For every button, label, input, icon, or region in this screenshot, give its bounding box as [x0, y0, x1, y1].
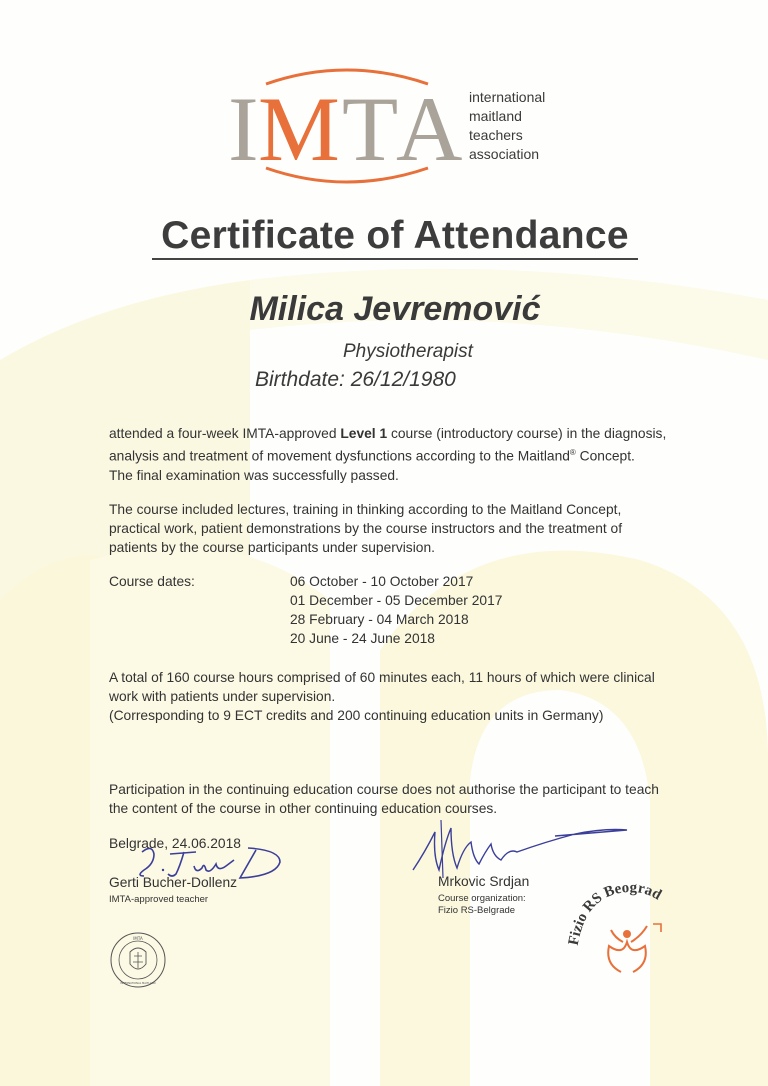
tagline-line-1: international — [469, 89, 546, 105]
course-date: 06 October - 10 October 2017 — [290, 574, 474, 589]
svg-text:T: T — [342, 78, 399, 180]
left-handwritten-signature — [130, 840, 290, 890]
course-level: Level 1 — [340, 426, 388, 441]
imta-logo-mark — [228, 62, 463, 188]
recipient-birthdate: Birthdate: 26/12/1980 — [255, 368, 456, 391]
left-signatory-name: Gerti Bucher-Dollenz — [109, 875, 238, 890]
attendance-line-2 — [109, 443, 709, 466]
hours-line-2: work with patients under supervision. — [109, 689, 336, 704]
svg-text:M: M — [258, 78, 340, 180]
text-segment: analysis and treatment of movement dysfunctions according to the Maitland — [109, 448, 570, 464]
imta-seal-stamp — [108, 930, 168, 990]
course-hours-paragraph — [109, 668, 709, 725]
left-signatory-role: IMTA-approved teacher — [109, 894, 209, 905]
attendance-line-3: The final examination was successfully passed. — [109, 467, 399, 483]
right-signatory-name: Mrkovic Srdjan — [438, 874, 530, 889]
place-and-date: Belgrade, 24.06.2018 — [109, 836, 241, 851]
hours-line-1: A total of 160 course hours comprised of 60 minutes each, 11 hours of which were clinical — [109, 670, 655, 685]
note-line-1: Participation in the continuing education course does not authorise the participant to teach — [109, 782, 659, 797]
svg-text:INTERNATIONAL MAITLAND: INTERNATIONAL MAITLAND — [120, 982, 156, 985]
svg-text:IMTA: IMTA — [133, 936, 143, 941]
svg-text:Fizio RS Beograd: Fizio RS Beograd — [565, 880, 665, 947]
text-segment: course (introductory course) in the diagnosis, — [387, 426, 667, 441]
certificate-title: Certificate of Attendance — [161, 214, 629, 257]
text-segment: Concept. — [575, 448, 635, 464]
imta-logo — [228, 62, 558, 188]
content-line-2: practical work, patient demonstrations by the course instructors and the treatment of — [109, 521, 623, 536]
text-segment: attended a four-week IMTA-approved — [109, 426, 341, 441]
logo-tagline — [469, 88, 545, 164]
recipient-name: Milica Jevremović — [249, 290, 541, 328]
tagline-line-2: maitland — [469, 108, 522, 124]
content-line-3: patients by the course participants under supervision. — [109, 540, 435, 555]
right-handwritten-signature — [405, 812, 635, 882]
note-line-2: the content of the course in other continuing education courses. — [109, 801, 498, 816]
course-content-paragraph — [109, 500, 709, 557]
svg-text:A: A — [396, 78, 463, 180]
right-signatory — [438, 874, 529, 916]
course-date: 20 June - 24 June 2018 — [290, 631, 435, 646]
course-date: 01 December - 05 December 2017 — [290, 593, 503, 608]
recipient-profession: Physiotherapist — [343, 341, 473, 362]
content-line-1: The course included lectures, training in thinking according to the Maitland Concept, — [109, 502, 622, 517]
course-dates-list — [290, 572, 502, 648]
right-signatory-role: Course organization: — [438, 893, 526, 904]
hours-line-3: (Corresponding to 9 ECT credits and 200 continuing education units in Germany) — [109, 708, 604, 723]
right-signatory-organization: Fizio RS-Belgrade — [438, 905, 516, 916]
registered-mark: ® — [569, 448, 576, 457]
course-date: 28 February - 04 March 2018 — [290, 612, 469, 627]
fizio-rs-beograd-stamp — [565, 880, 690, 980]
attendance-paragraph — [109, 424, 709, 485]
tagline-line-3: teachers — [469, 127, 523, 143]
title-underline — [152, 258, 638, 260]
svg-text:I: I — [228, 78, 259, 180]
attendance-line-1 — [109, 424, 709, 443]
tagline-line-4: association — [469, 146, 540, 162]
course-dates-label: Course dates: — [109, 574, 195, 589]
